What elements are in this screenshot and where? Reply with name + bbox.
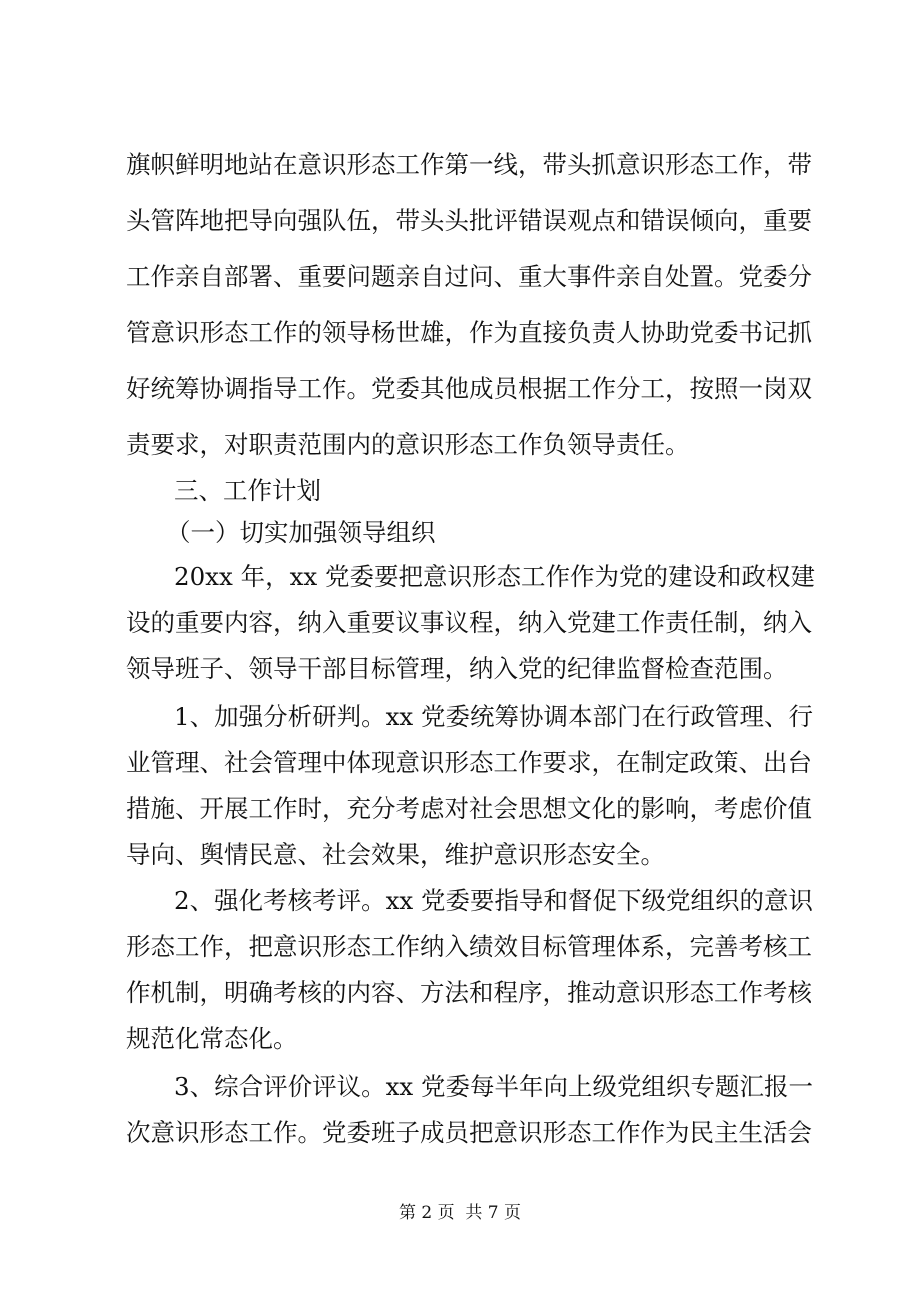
paragraph-line: 导向、舆情民意、社会效果，维护意识形态安全。	[126, 840, 665, 869]
paragraph-line: 作机制，明确考核的内容、方法和程序，推动意识形态工作考核	[126, 978, 812, 1007]
paragraph-line: 领导班子、领导干部目标管理，纳入党的纪律监督检查范围。	[126, 654, 788, 683]
subsection-heading: （一）切实加强领导组织	[166, 518, 436, 547]
paragraph-line: 旗帜鲜明地站在意识形态工作第一线，带头抓意识形态工作，带	[126, 150, 812, 179]
paragraph-line: 20xx 年，xx 党委要把意识形态工作作为党的建设和政权建	[174, 562, 816, 591]
paragraph-line: 管意识形态工作的领导杨世雄，作为直接负责人协助党委书记抓	[126, 318, 812, 347]
paragraph-line: 次意识形态工作。党委班子成员把意识形态工作作为民主生活会	[126, 1118, 812, 1147]
paragraph-line: 设的重要内容，纳入重要议事议程，纳入党建工作责任制，纳入	[126, 608, 812, 637]
page-number-footer: 第 2 页 共 7 页	[398, 1203, 522, 1223]
paragraph-line: 形态工作，把意识形态工作纳入绩效目标管理体系，完善考核工	[126, 932, 812, 961]
paragraph-line: 好统筹协调指导工作。党委其他成员根据工作分工，按照一岗双	[126, 374, 812, 403]
paragraph-line: 责要求，对职责范围内的意识形态工作负领导责任。	[126, 430, 690, 459]
paragraph-line: 1、加强分析研判。xx 党委统筹协调本部门在行政管理、行	[174, 702, 814, 731]
paragraph-line: 工作亲自部署、重要问题亲自过问、重大事件亲自处置。党委分	[126, 262, 812, 291]
paragraph-line: 措施、开展工作时，充分考虑对社会思想文化的影响，考虑价值	[126, 794, 812, 823]
paragraph-line: 3、综合评价评议。xx 党委每半年向上级党组织专题汇报一	[174, 1072, 814, 1101]
section-heading: 三、工作计划	[174, 476, 321, 505]
paragraph-line: 规范化常态化。	[126, 1024, 298, 1053]
paragraph-line: 2、强化考核考评。xx 党委要指导和督促下级党组织的意识	[174, 886, 814, 915]
paragraph-line: 头管阵地把导向强队伍，带头头批评错误观点和错误倾向，重要	[126, 206, 812, 235]
paragraph-line: 业管理、社会管理中体现意识形态工作要求，在制定政策、出台	[126, 748, 812, 777]
